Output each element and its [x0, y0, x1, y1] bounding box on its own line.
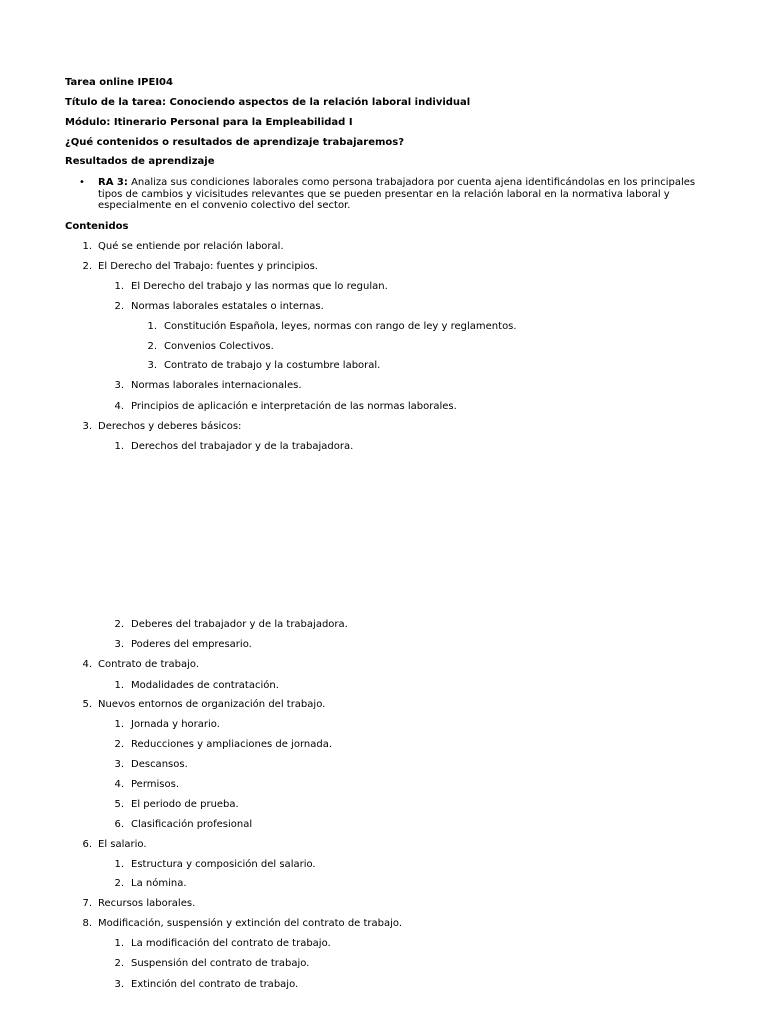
module-heading: Módulo: Itinerario Personal para la Empleabilidad I [65, 117, 353, 128]
task-heading: Tarea online IPEI04 [65, 77, 173, 88]
list-bullet: • [79, 177, 85, 188]
document-page: Tarea online IPEI04 Título de la tarea: Conociendo aspectos de la relación laboral individual Módulo: Itinerario Personal para la Empleabilidad I ¿Qué contenidos o resultados de aprendizaje trabajaremos? Resultados de aprendizaje • RA 3: Analiza sus condiciones laborales como persona trabajadora por cuenta ajena identificándolas en los principales tipos de cambios y vicisitudes relevantes que se pueden presentar en la relación laboral en la normativa laboral y especialmente en el convenio colectivo del sector. Contenidos 1. Qué se entiende por relación laboral. 2. El Derecho del Trabajo: fuentes y principios. 1. El Derecho del trabajo y las normas que lo regulan. 2. Normas laborales estatales o internas. 1. Constitución Española, leyes, normas con rango de ley y reglamentos. 2. Convenios Colectivos. 3. Contrato de trabajo y la costumbre laboral. 3. Normas laborales internacionales. 4. Principios de aplicación e interpretación de las normas laborales. 3. Derechos y deberes básicos: 1. Derechos del trabajador y de la trabajadora. 2. Deberes del trabajador y de la trabajadora. 3. Poderes del empresario. 4. Contrato de trabajo. 1. Modalidades de contratación. 5. Nuevos entornos de organización del trabajo. 1. Jornada y horario. 2. Reducciones y ampliaciones de jornada. 3. Descansos. 4. Permisos. 5. El periodo de prueba. 6. Clasificación profesional 6. El salario. 1. Estructura y composición del salario. 2. La nómina. 7. Recursos laborales. 8. Modificación, suspensión y extinción del contrato de trabajo. 1. La modificación del contrato de trabajo. 2. Suspensión del contrato de trabajo. 3. Extinción del contrato de trabajo. [0, 0, 768, 1024]
ra-paragraph [98, 177, 708, 212]
ra-text: Analiza sus condiciones laborales como persona trabajadora por cuenta ajena identificándolas en los principales tipos de cambios y vicisitudes relevantes que se pueden presentar en la relación laboral en la normativa laboral y especialmente en el convenio colectivo del sector. [98, 177, 696, 211]
contents-heading: Contenidos [65, 221, 129, 232]
question-heading: ¿Qué contenidos o resultados de aprendizaje trabajaremos? [65, 137, 405, 148]
results-heading: Resultados de aprendizaje [65, 156, 215, 167]
task-title: Título de la tarea: Conociendo aspectos de la relación laboral individual [65, 97, 471, 108]
ra-label: RA 3: [98, 177, 128, 188]
